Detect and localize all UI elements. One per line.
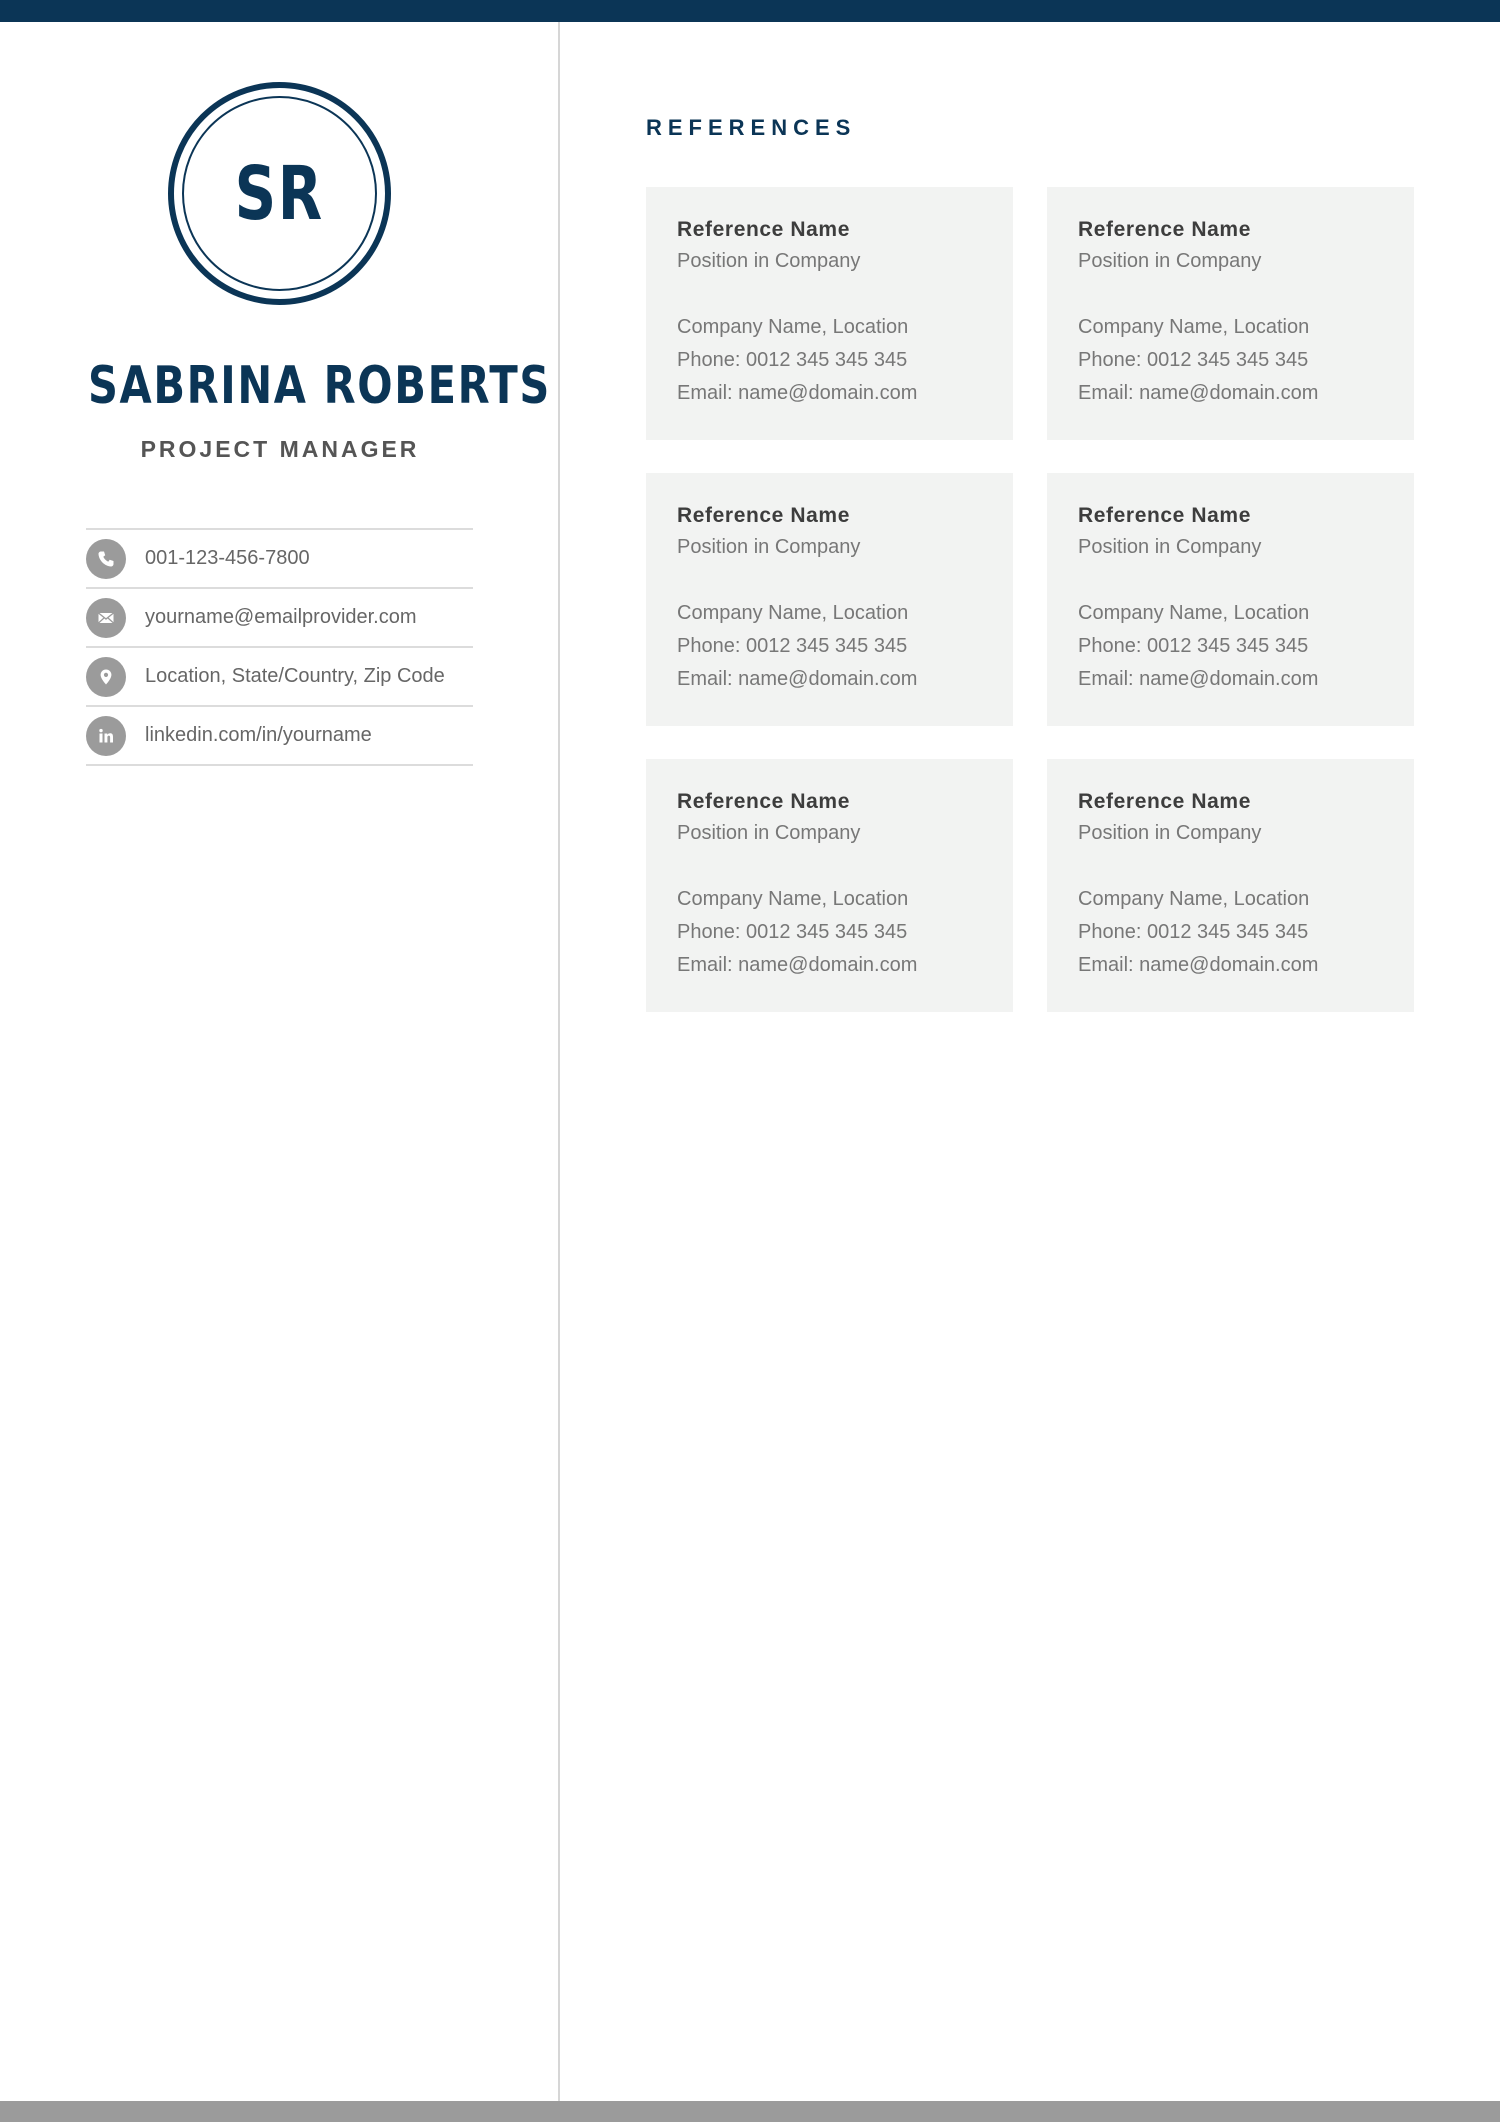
reference-phone: Phone: 0012 345 345 345 xyxy=(677,349,908,371)
reference-email[interactable]: Email: name@domain.com xyxy=(1078,668,1319,690)
phone-icon xyxy=(86,539,126,579)
monogram-badge xyxy=(168,82,391,305)
reference-phone: Phone: 0012 345 345 345 xyxy=(677,635,908,657)
reference-card xyxy=(1047,759,1414,1012)
reference-name: Reference Name xyxy=(677,218,850,241)
bottom-accent-bar xyxy=(0,2101,1500,2122)
envelope-icon xyxy=(86,598,126,638)
reference-name: Reference Name xyxy=(1078,790,1251,813)
reference-position: Position in Company xyxy=(677,822,861,844)
contact-phone xyxy=(86,530,473,589)
reference-company: Company Name, Location xyxy=(677,602,909,624)
reference-card xyxy=(1047,473,1414,726)
candidate-name: SABRINA ROBERTS xyxy=(88,356,551,416)
reference-company: Company Name, Location xyxy=(1078,888,1310,910)
reference-card xyxy=(646,759,1013,1012)
references-grid xyxy=(646,187,1414,1012)
reference-name: Reference Name xyxy=(1078,218,1251,241)
reference-card xyxy=(646,473,1013,726)
reference-card xyxy=(1047,187,1414,440)
contact-location xyxy=(86,648,473,707)
references-heading: REFERENCES xyxy=(646,115,857,140)
reference-email[interactable]: Email: name@domain.com xyxy=(1078,382,1319,404)
contact-email-text[interactable]: yourname@emailprovider.com xyxy=(145,606,417,628)
contact-phone-text[interactable]: 001-123-456-7800 xyxy=(145,547,310,569)
monogram-inner-ring xyxy=(182,96,377,291)
contact-linkedin-text[interactable]: linkedin.com/in/yourname xyxy=(145,724,372,746)
reference-phone: Phone: 0012 345 345 345 xyxy=(677,921,908,943)
reference-position: Position in Company xyxy=(1078,250,1262,272)
reference-position: Position in Company xyxy=(677,536,861,558)
reference-email[interactable]: Email: name@domain.com xyxy=(1078,954,1319,976)
reference-phone: Phone: 0012 345 345 345 xyxy=(1078,349,1309,371)
reference-name: Reference Name xyxy=(677,504,850,527)
contact-location-text: Location, State/Country, Zip Code xyxy=(145,665,445,687)
contact-email xyxy=(86,589,473,648)
monogram-initials: SR xyxy=(234,150,325,237)
column-divider xyxy=(558,22,560,2101)
reference-company: Company Name, Location xyxy=(1078,316,1310,338)
reference-card xyxy=(646,187,1013,440)
location-pin-icon xyxy=(86,657,126,697)
linkedin-icon xyxy=(86,716,126,756)
candidate-title: PROJECT MANAGER xyxy=(140,436,420,462)
reference-phone: Phone: 0012 345 345 345 xyxy=(1078,921,1309,943)
reference-position: Position in Company xyxy=(677,250,861,272)
contact-list xyxy=(86,528,473,766)
reference-company: Company Name, Location xyxy=(677,888,909,910)
reference-email[interactable]: Email: name@domain.com xyxy=(677,382,918,404)
reference-phone: Phone: 0012 345 345 345 xyxy=(1078,635,1309,657)
reference-email[interactable]: Email: name@domain.com xyxy=(677,954,918,976)
reference-name: Reference Name xyxy=(677,790,850,813)
reference-email[interactable]: Email: name@domain.com xyxy=(677,668,918,690)
top-accent-bar xyxy=(0,0,1500,22)
reference-company: Company Name, Location xyxy=(1078,602,1310,624)
reference-position: Position in Company xyxy=(1078,536,1262,558)
reference-company: Company Name, Location xyxy=(677,316,909,338)
reference-name: Reference Name xyxy=(1078,504,1251,527)
contact-linkedin xyxy=(86,707,473,766)
reference-position: Position in Company xyxy=(1078,822,1262,844)
